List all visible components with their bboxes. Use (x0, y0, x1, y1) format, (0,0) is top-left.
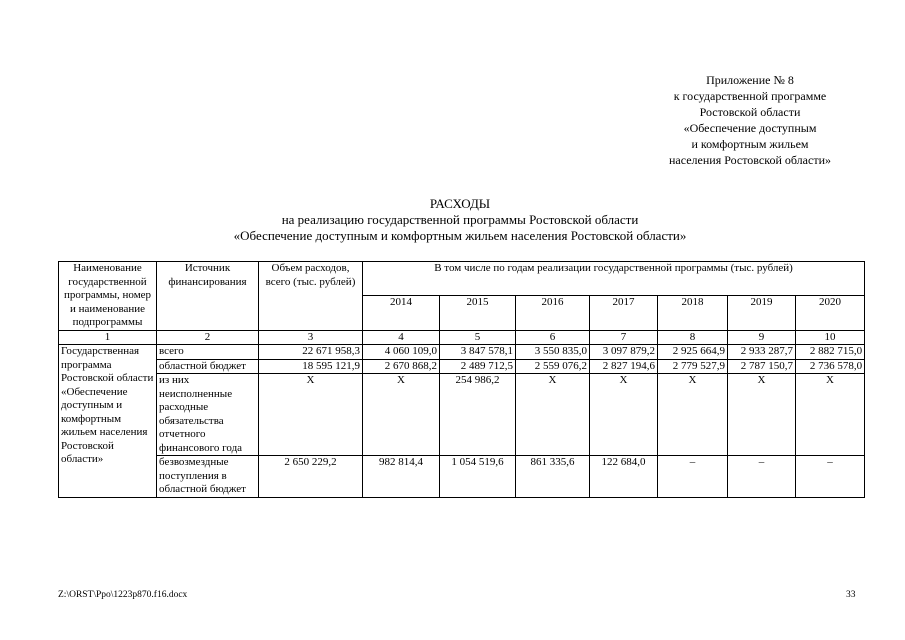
appendix-header (600, 72, 900, 168)
year-cell: 3 097 879,2 (590, 345, 658, 360)
header-row (59, 262, 865, 296)
header-year: 2017 (590, 296, 658, 330)
footer-file-path: Z:\ORST\Ppo\1223p870.f16.docx (58, 590, 188, 600)
year-cell: Х (728, 374, 796, 456)
program-name-cell: Государственная программа Ростовской области «Обеспечение доступным и комфортным жильем населения Ростовской области» (59, 345, 157, 498)
year-cell: – (658, 456, 728, 498)
year-cell: 982 814,4 (363, 456, 440, 498)
table-row (59, 359, 865, 374)
appendix-line: Приложение № 8 (706, 73, 794, 87)
year-cell: 122 684,0 (590, 456, 658, 498)
column-number: 8 (658, 330, 728, 345)
total-cell: 2 650 229,2 (259, 456, 363, 498)
year-cell: 2 489 712,5 (440, 359, 516, 374)
column-number: 7 (590, 330, 658, 345)
header-name: Наименование государственной программы, номер и наименование подпрограммы (59, 262, 157, 331)
footer-page-number: 33 (846, 590, 856, 600)
total-cell: 18 595 121,9 (259, 359, 363, 374)
year-cell: Х (516, 374, 590, 456)
table-row (59, 456, 865, 498)
year-cell: Х (590, 374, 658, 456)
year-cell: 2 787 150,7 (728, 359, 796, 374)
source-cell: из них неисполненные расходные обязательства отчетного финансового года (157, 374, 259, 456)
year-cell: Х (658, 374, 728, 456)
header-year: 2020 (796, 296, 865, 330)
appendix-line: «Обеспечение доступным (683, 121, 817, 135)
source-cell: безвозмездные поступления в областной бюджет (157, 456, 259, 498)
header-years-group: В том числе по годам реализации государственной программы (тыс. рублей) (363, 262, 865, 296)
year-cell: 2 827 194,6 (590, 359, 658, 374)
year-cell: 2 933 287,7 (728, 345, 796, 360)
total-cell: Х (259, 374, 363, 456)
header-year: 2018 (658, 296, 728, 330)
title-subtitle: на реализацию государственной программы Ростовской области (281, 212, 639, 227)
column-number: 1 (59, 330, 157, 345)
column-number: 3 (259, 330, 363, 345)
header-source: Источник финансирования (157, 262, 259, 331)
source-cell: всего (157, 345, 259, 360)
table-row (59, 345, 865, 360)
year-cell: 2 670 868,2 (363, 359, 440, 374)
year-cell: 3 847 578,1 (440, 345, 516, 360)
appendix-line: и комфортным жильем (691, 137, 809, 151)
appendix-line: населения Ростовской области» (669, 153, 831, 167)
column-number: 10 (796, 330, 865, 345)
header-year: 2014 (363, 296, 440, 330)
year-cell: – (796, 456, 865, 498)
year-cell: 2 925 664,9 (658, 345, 728, 360)
column-number: 6 (516, 330, 590, 345)
year-cell: 254 986,2 (440, 374, 516, 456)
title-main: РАСХОДЫ (429, 196, 491, 211)
year-cell: 861 335,6 (516, 456, 590, 498)
column-number: 9 (728, 330, 796, 345)
source-cell: областной бюджет (157, 359, 259, 374)
year-cell: Х (796, 374, 865, 456)
header-year: 2019 (728, 296, 796, 330)
column-number: 4 (363, 330, 440, 345)
appendix-line: Ростовской области (699, 105, 801, 119)
column-number: 5 (440, 330, 516, 345)
year-cell: 1 054 519,6 (440, 456, 516, 498)
year-cell: 2 882 715,0 (796, 345, 865, 360)
year-cell: 3 550 835,0 (516, 345, 590, 360)
column-number: 2 (157, 330, 259, 345)
appendix-line: к государственной программе (673, 89, 827, 103)
header-total: Объем расходов, всего (тыс. рублей) (259, 262, 363, 331)
year-cell: 4 060 109,0 (363, 345, 440, 360)
header-year: 2016 (516, 296, 590, 330)
year-cell: – (728, 456, 796, 498)
year-cell: 2 779 527,9 (658, 359, 728, 374)
title-program: «Обеспечение доступным и комфортным жильем населения Ростовской области» (233, 228, 687, 243)
header-year: 2015 (440, 296, 516, 330)
year-cell: 2 736 578,0 (796, 359, 865, 374)
table-row (59, 374, 865, 456)
total-cell: 22 671 958,3 (259, 345, 363, 360)
year-cell: Х (363, 374, 440, 456)
document-title (0, 196, 905, 244)
expenses-table (58, 261, 865, 498)
year-cell: 2 559 076,2 (516, 359, 590, 374)
column-numbers-row (59, 330, 865, 345)
